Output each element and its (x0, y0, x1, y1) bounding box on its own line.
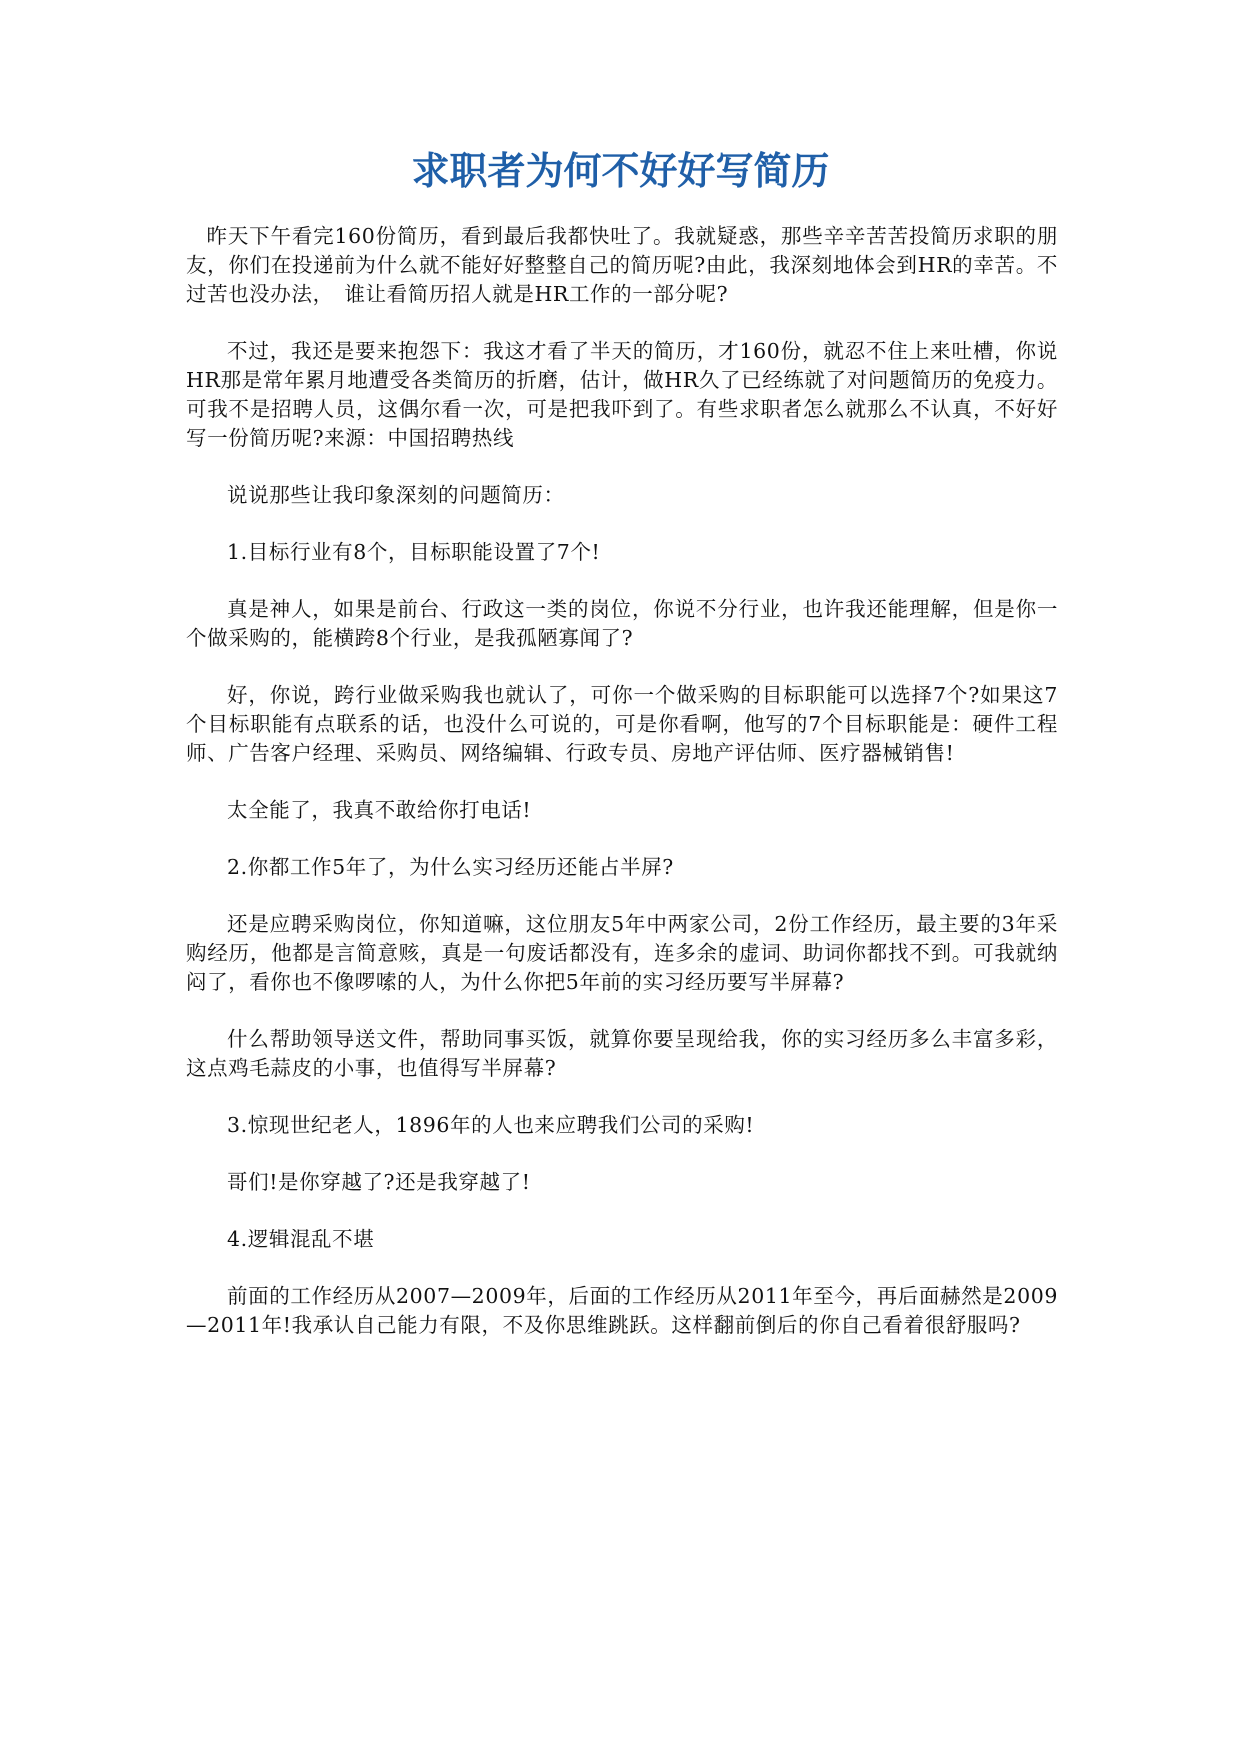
paragraph: 真是神人，如果是前台、行政这一类的岗位，你说不分行业，也许我还能理解，但是你一个做采购的，能横跨8个行业，是我孤陋寡闻了? (186, 597, 1058, 650)
section-heading: 1.目标行业有8个，目标职能设置了7个! (227, 540, 601, 564)
document-title: 求职者为何不好好写简历 (411, 148, 830, 193)
paragraph: 好，你说，跨行业做采购我也就认了，可你一个做采购的目标职能可以选择7个?如果这7个目标职能有点联系的话，也没什么可说的，可是你看啊，他写的7个目标职能是：硬件工程师、广告客户经理、采购员、网络编辑、行政专员、房地产评估师、医疗器械销售! (186, 683, 1058, 765)
section-heading: 2.你都工作5年了，为什么实习经历还能占半屏? (227, 855, 674, 879)
paragraph: 前面的工作经历从2007—2009年，后面的工作经历从2011年至今，再后面赫然是2009—2011年!我承认自己能力有限，不及你思维跳跃。这样翻前倒后的你自己看着很舒服吗? (186, 1284, 1058, 1337)
paragraph: 昨天下午看完160份简历，看到最后我都快吐了。我就疑惑，那些辛辛苦苦投简历求职的朋友，你们在投递前为什么就不能好好整整自己的简历呢?由此，我深刻地体会到HR的幸苦。不过苦也没办法， 谁让看简历招人就是HR工作的一部分呢? (186, 224, 1058, 306)
section-heading: 4.逻辑混乱不堪 (227, 1227, 375, 1251)
paragraph: 什么帮助领导送文件，帮助同事买饭，就算你要呈现给我，你的实习经历多么丰富多彩，这点鸡毛蒜皮的小事，也值得写半屏幕? (186, 1027, 1058, 1080)
paragraph: 哥们!是你穿越了?还是我穿越了! (227, 1170, 531, 1194)
paragraph: 还是应聘采购岗位，你知道嘛，这位朋友5年中两家公司，2份工作经历，最主要的3年采购经历，他都是言简意赅，真是一句废话都没有，连多余的虚词、助词你都找不到。可我就纳闷了，看你也不像啰嗦的人，为什么你把5年前的实习经历要写半屏幕? (186, 912, 1058, 994)
paragraph: 不过，我还是要来抱怨下：我这才看了半天的简历，才160份，就忍不住上来吐槽，你说HR那是常年累月地遭受各类简历的折磨，估计，做HR久了已经练就了对问题简历的免疫力。可我不是招聘人员，这偶尔看一次，可是把我吓到了。有些求职者怎么就那么不认真，不好好写一份简历呢?来源：中国招聘热线 (186, 339, 1058, 450)
paragraph: 说说那些让我印象深刻的问题简历： (227, 483, 565, 507)
section-heading: 3.惊现世纪老人，1896年的人也来应聘我们公司的采购! (227, 1113, 755, 1137)
paragraph: 太全能了，我真不敢给你打电话! (227, 798, 532, 822)
document-body (186, 222, 1058, 1368)
